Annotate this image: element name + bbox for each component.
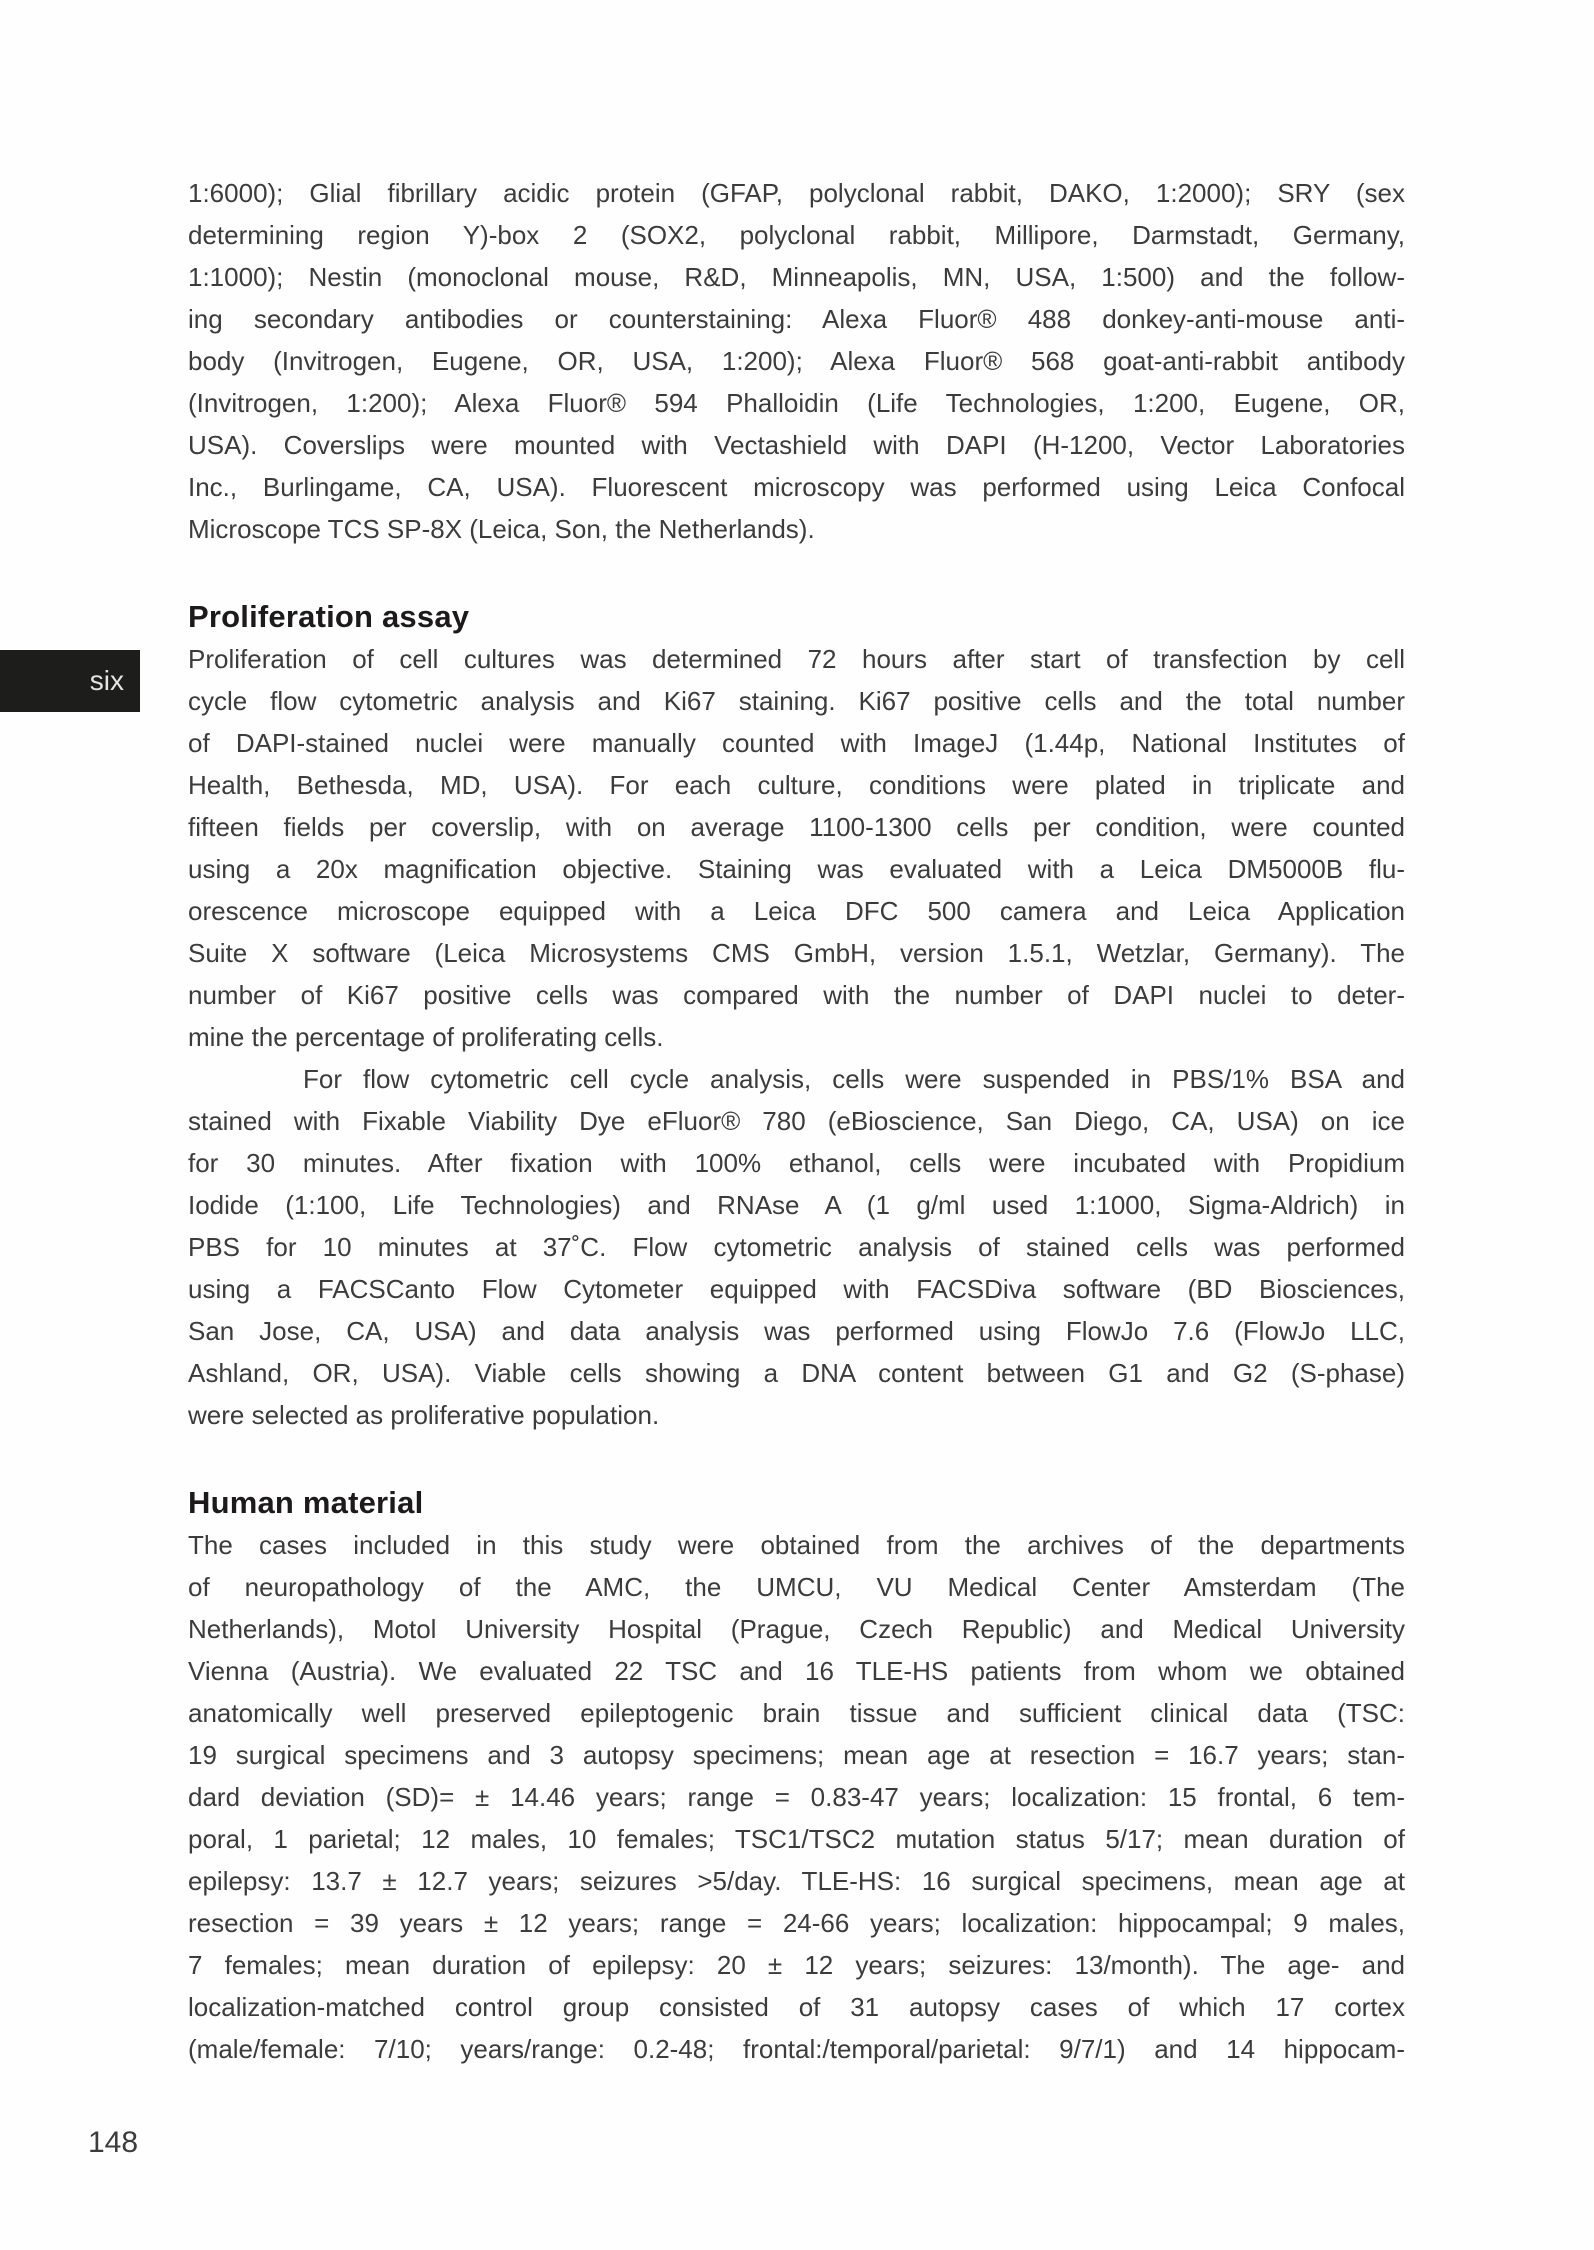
text-line: Inc., Burlingame, CA, USA). Fluorescent microscopy was performed using Leica Confocal xyxy=(188,472,1405,502)
text-line: Microscope TCS SP-8X (Leica, Son, the Netherlands). xyxy=(188,514,815,544)
text-line: USA). Coverslips were mounted with Vectashield with DAPI (H-1200, Vector Laboratories xyxy=(188,430,1405,460)
text-line: PBS for 10 minutes at 37˚C. Flow cytometric analysis of stained cells was performed xyxy=(188,1232,1405,1262)
text-line: Ashland, OR, USA). Viable cells showing a DNA content between G1 and G2 (S-phase) xyxy=(188,1358,1405,1388)
text-line: Iodide (1:100, Life Technologies) and RNAse A (1 g/ml used 1:1000, Sigma-Aldrich) in xyxy=(188,1190,1405,1220)
page-number: 148 xyxy=(88,2126,139,2159)
chapter-tab xyxy=(0,650,140,712)
text-line: ing secondary antibodies or counterstaining: Alexa Fluor® 488 donkey-anti-mouse anti- xyxy=(188,304,1405,334)
text-line: Health, Bethesda, MD, USA). For each culture, conditions were plated in triplicate and xyxy=(188,770,1405,800)
text-line: Suite X software (Leica Microsystems CMS GmbH, version 1.5.1, Wetzlar, Germany). The xyxy=(188,938,1405,968)
text-line: (male/female: 7/10; years/range: 0.2-48; frontal:/temporal/parietal: 9/7/1) and 14 hippocam- xyxy=(188,2034,1405,2064)
section-heading-human-material: Human material xyxy=(188,1485,424,1520)
text-line: epilepsy: 13.7 ± 12.7 years; seizures >5/day. TLE-HS: 16 surgical specimens, mean age at xyxy=(188,1866,1405,1896)
section-heading-proliferation-assay: Proliferation assay xyxy=(188,599,470,634)
text-line: localization-matched control group consisted of 31 autopsy cases of which 17 cortex xyxy=(188,1992,1405,2022)
text-line: body (Invitrogen, Eugene, OR, USA, 1:200); Alexa Fluor® 568 goat-anti-rabbit antibody xyxy=(188,346,1405,376)
text-line: of neuropathology of the AMC, the UMCU, VU Medical Center Amsterdam (The xyxy=(188,1572,1405,1602)
text-line: were selected as proliferative population. xyxy=(188,1400,660,1430)
text-line: anatomically well preserved epileptogenic brain tissue and sufficient clinical data (TSC: xyxy=(188,1698,1405,1728)
text-line: number of Ki67 positive cells was compared with the number of DAPI nuclei to deter- xyxy=(188,980,1405,1010)
text-line: using a 20x magnification objective. Staining was evaluated with a Leica DM5000B flu- xyxy=(188,854,1405,884)
text-line: 1:6000); Glial fibrillary acidic protein (GFAP, polyclonal rabbit, DAKO, 1:2000); SRY (sex xyxy=(188,178,1405,208)
text-line: San Jose, CA, USA) and data analysis was performed using FlowJo 7.6 (FlowJo LLC, xyxy=(188,1316,1405,1346)
text-line: stained with Fixable Viability Dye eFluor® 780 (eBioscience, San Diego, CA, USA) on ice xyxy=(188,1106,1405,1136)
chapter-tab-label: six xyxy=(89,665,124,696)
text-line: 1:1000); Nestin (monoclonal mouse, R&D, Minneapolis, MN, USA, 1:500) and the follow- xyxy=(188,262,1405,292)
text-line: determining region Y)-box 2 (SOX2, polyclonal rabbit, Millipore, Darmstadt, Germany, xyxy=(188,220,1405,250)
text-line: resection = 39 years ± 12 years; range = 24-66 years; localization: hippocampal; 9 males, xyxy=(188,1908,1405,1938)
text-line: mine the percentage of proliferating cells. xyxy=(188,1022,664,1052)
text-line: The cases included in this study were obtained from the archives of the departments xyxy=(188,1530,1405,1560)
text-line: using a FACSCanto Flow Cytometer equipped with FACSDiva software (BD Biosciences, xyxy=(188,1274,1405,1304)
text-line: cycle flow cytometric analysis and Ki67 staining. Ki67 positive cells and the total number xyxy=(188,686,1405,716)
text-line: Netherlands), Motol University Hospital (Prague, Czech Republic) and Medical University xyxy=(188,1614,1405,1644)
text-line: of DAPI-stained nuclei were manually counted with ImageJ (1.44p, National Institutes of xyxy=(188,728,1405,758)
text-line: Proliferation of cell cultures was determined 72 hours after start of transfection by cell xyxy=(188,644,1405,674)
paragraph-proliferation-1 xyxy=(188,638,1405,1058)
paragraph-proliferation-2 xyxy=(188,1058,1405,1436)
text-line: For flow cytometric cell cycle analysis, cells were suspended in PBS/1% BSA and xyxy=(303,1064,1405,1094)
text-line: (Invitrogen, 1:200); Alexa Fluor® 594 Phalloidin (Life Technologies, 1:200, Eugene, OR, xyxy=(188,388,1405,418)
text-line: poral, 1 parietal; 12 males, 10 females; TSC1/TSC2 mutation status 5/17; mean duration of xyxy=(188,1824,1405,1854)
text-line: for 30 minutes. After fixation with 100% ethanol, cells were incubated with Propidium xyxy=(188,1148,1405,1178)
paragraph-continued xyxy=(188,172,1405,550)
text-line: fifteen fields per coverslip, with on average 1100-1300 cells per condition, were counted xyxy=(188,812,1405,842)
text-line: Vienna (Austria). We evaluated 22 TSC and 16 TLE-HS patients from whom we obtained xyxy=(188,1656,1405,1686)
page-content xyxy=(188,172,1405,2070)
text-line: 19 surgical specimens and 3 autopsy specimens; mean age at resection = 16.7 years; stan- xyxy=(188,1740,1405,1770)
text-line: orescence microscope equipped with a Leica DFC 500 camera and Leica Application xyxy=(188,896,1405,926)
text-line: dard deviation (SD)= ± 14.46 years; range = 0.83-47 years; localization: 15 frontal, 6 tem- xyxy=(188,1782,1405,1812)
text-line: 7 females; mean duration of epilepsy: 20 ± 12 years; seizures: 13/month). The age- and xyxy=(188,1950,1405,1980)
paragraph-human-material-1 xyxy=(188,1524,1405,2070)
